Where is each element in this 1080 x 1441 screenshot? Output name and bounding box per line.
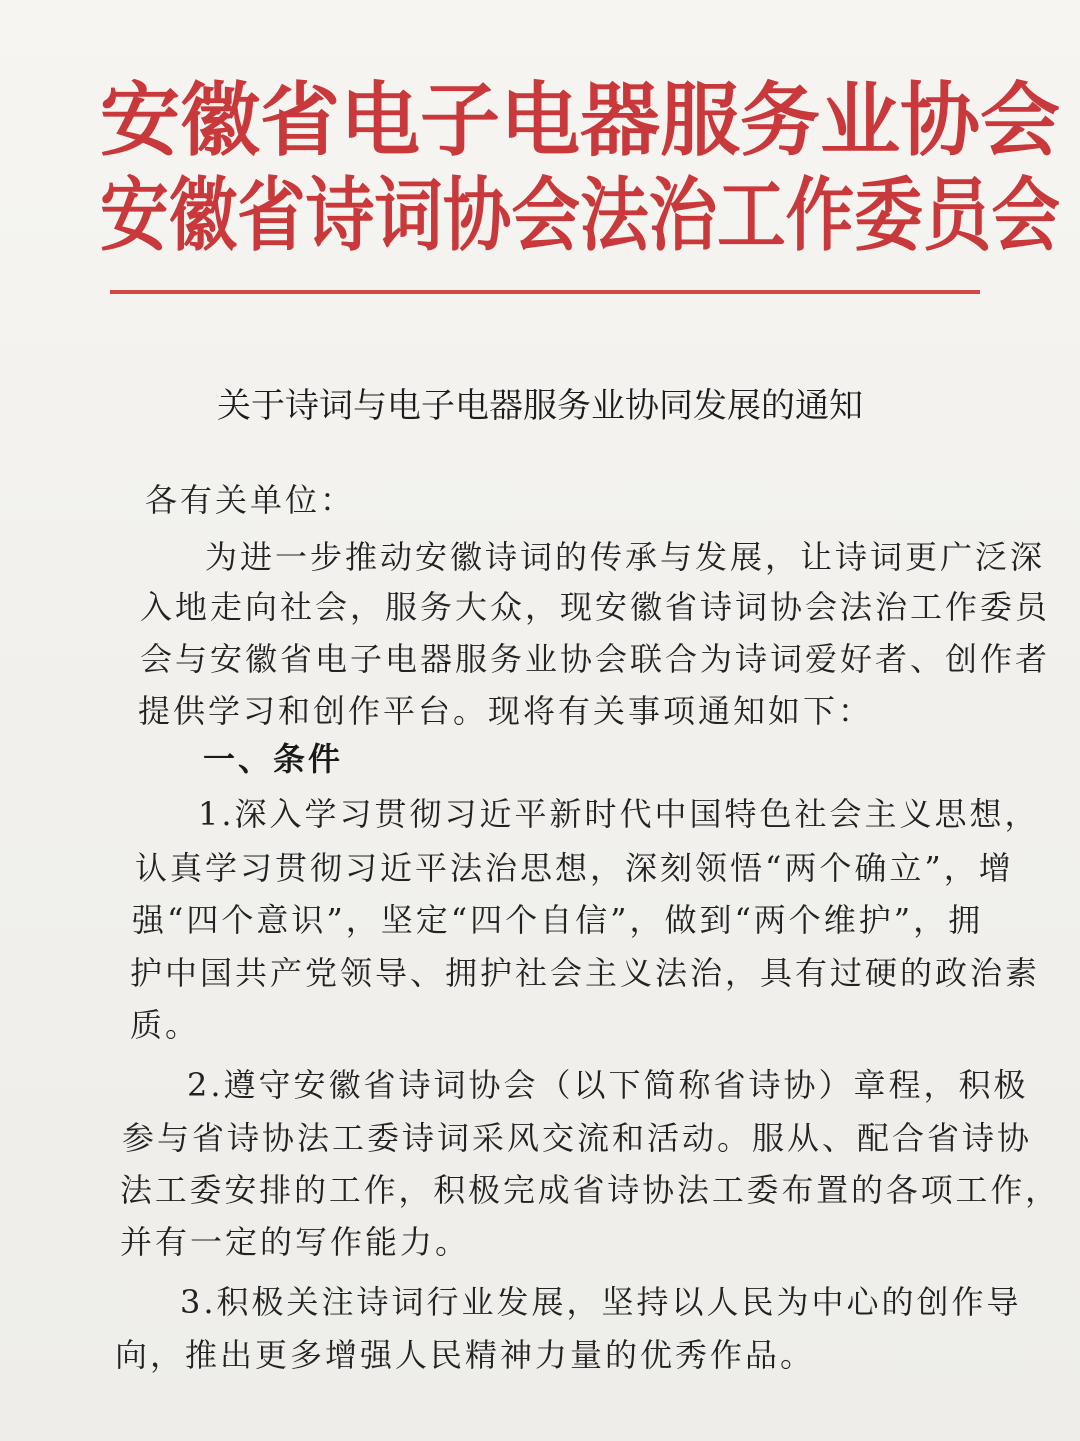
item-1-line-5: 质。 [130, 1006, 201, 1044]
intro-line-2: 入地走向社会，服务大众，现安徽省诗词协会法治工作委员 [140, 588, 1051, 626]
letterhead-org-2: 安徽省诗词协会法治工作委员会 [100, 168, 1060, 262]
item-1-line-3: 强“四个意识”，坚定“四个自信”，做到“两个维护”，拥 [132, 901, 984, 939]
item-2-line-2: 参与省诗协法工委诗词采风交流和活动。服从、配合省诗协 [122, 1119, 1033, 1157]
section-1-heading: 一、条件 [203, 740, 344, 778]
item-3-line-2: 向，推出更多增强人民精神力量的优秀作品。 [115, 1336, 816, 1374]
salutation: 各有关单位： [145, 481, 356, 519]
intro-line-1: 为进一步推动安徽诗词的传承与发展，让诗词更广泛深 [205, 538, 1046, 576]
item-2-line-1: 2.遵守安徽省诗词协会（以下简称省诗协）章程，积极 [187, 1066, 1029, 1104]
item-1-line-1: 1.深入学习贯彻习近平新时代中国特色社会主义思想， [198, 795, 1040, 833]
item-1-line-2: 认真学习贯彻习近平法治思想，深刻领悟“两个确立”，增 [135, 849, 1014, 887]
letterhead-red-rule [110, 290, 980, 294]
notice-title: 关于诗词与电子电器服务业协同发展的通知 [217, 386, 863, 426]
item-2-line-4: 并有一定的写作能力。 [120, 1223, 471, 1261]
intro-line-3: 会与安徽省电子电器服务业协会联合为诗词爱好者、创作者 [140, 640, 1051, 678]
intro-line-4: 提供学习和创作平台。现将有关事项通知如下： [138, 692, 874, 730]
item-3-line-1: 3.积极关注诗词行业发展，坚持以人民为中心的创作导 [180, 1283, 1022, 1321]
letterhead-org-1: 安徽省电子电器服务业协会 [100, 73, 1060, 167]
item-2-line-3: 法工委安排的工作，积极完成省诗协法工委布置的各项工作， [120, 1171, 1061, 1209]
item-1-line-4: 护中国共产党领导、拥护社会主义法治，具有过硬的政治素 [130, 954, 1041, 992]
